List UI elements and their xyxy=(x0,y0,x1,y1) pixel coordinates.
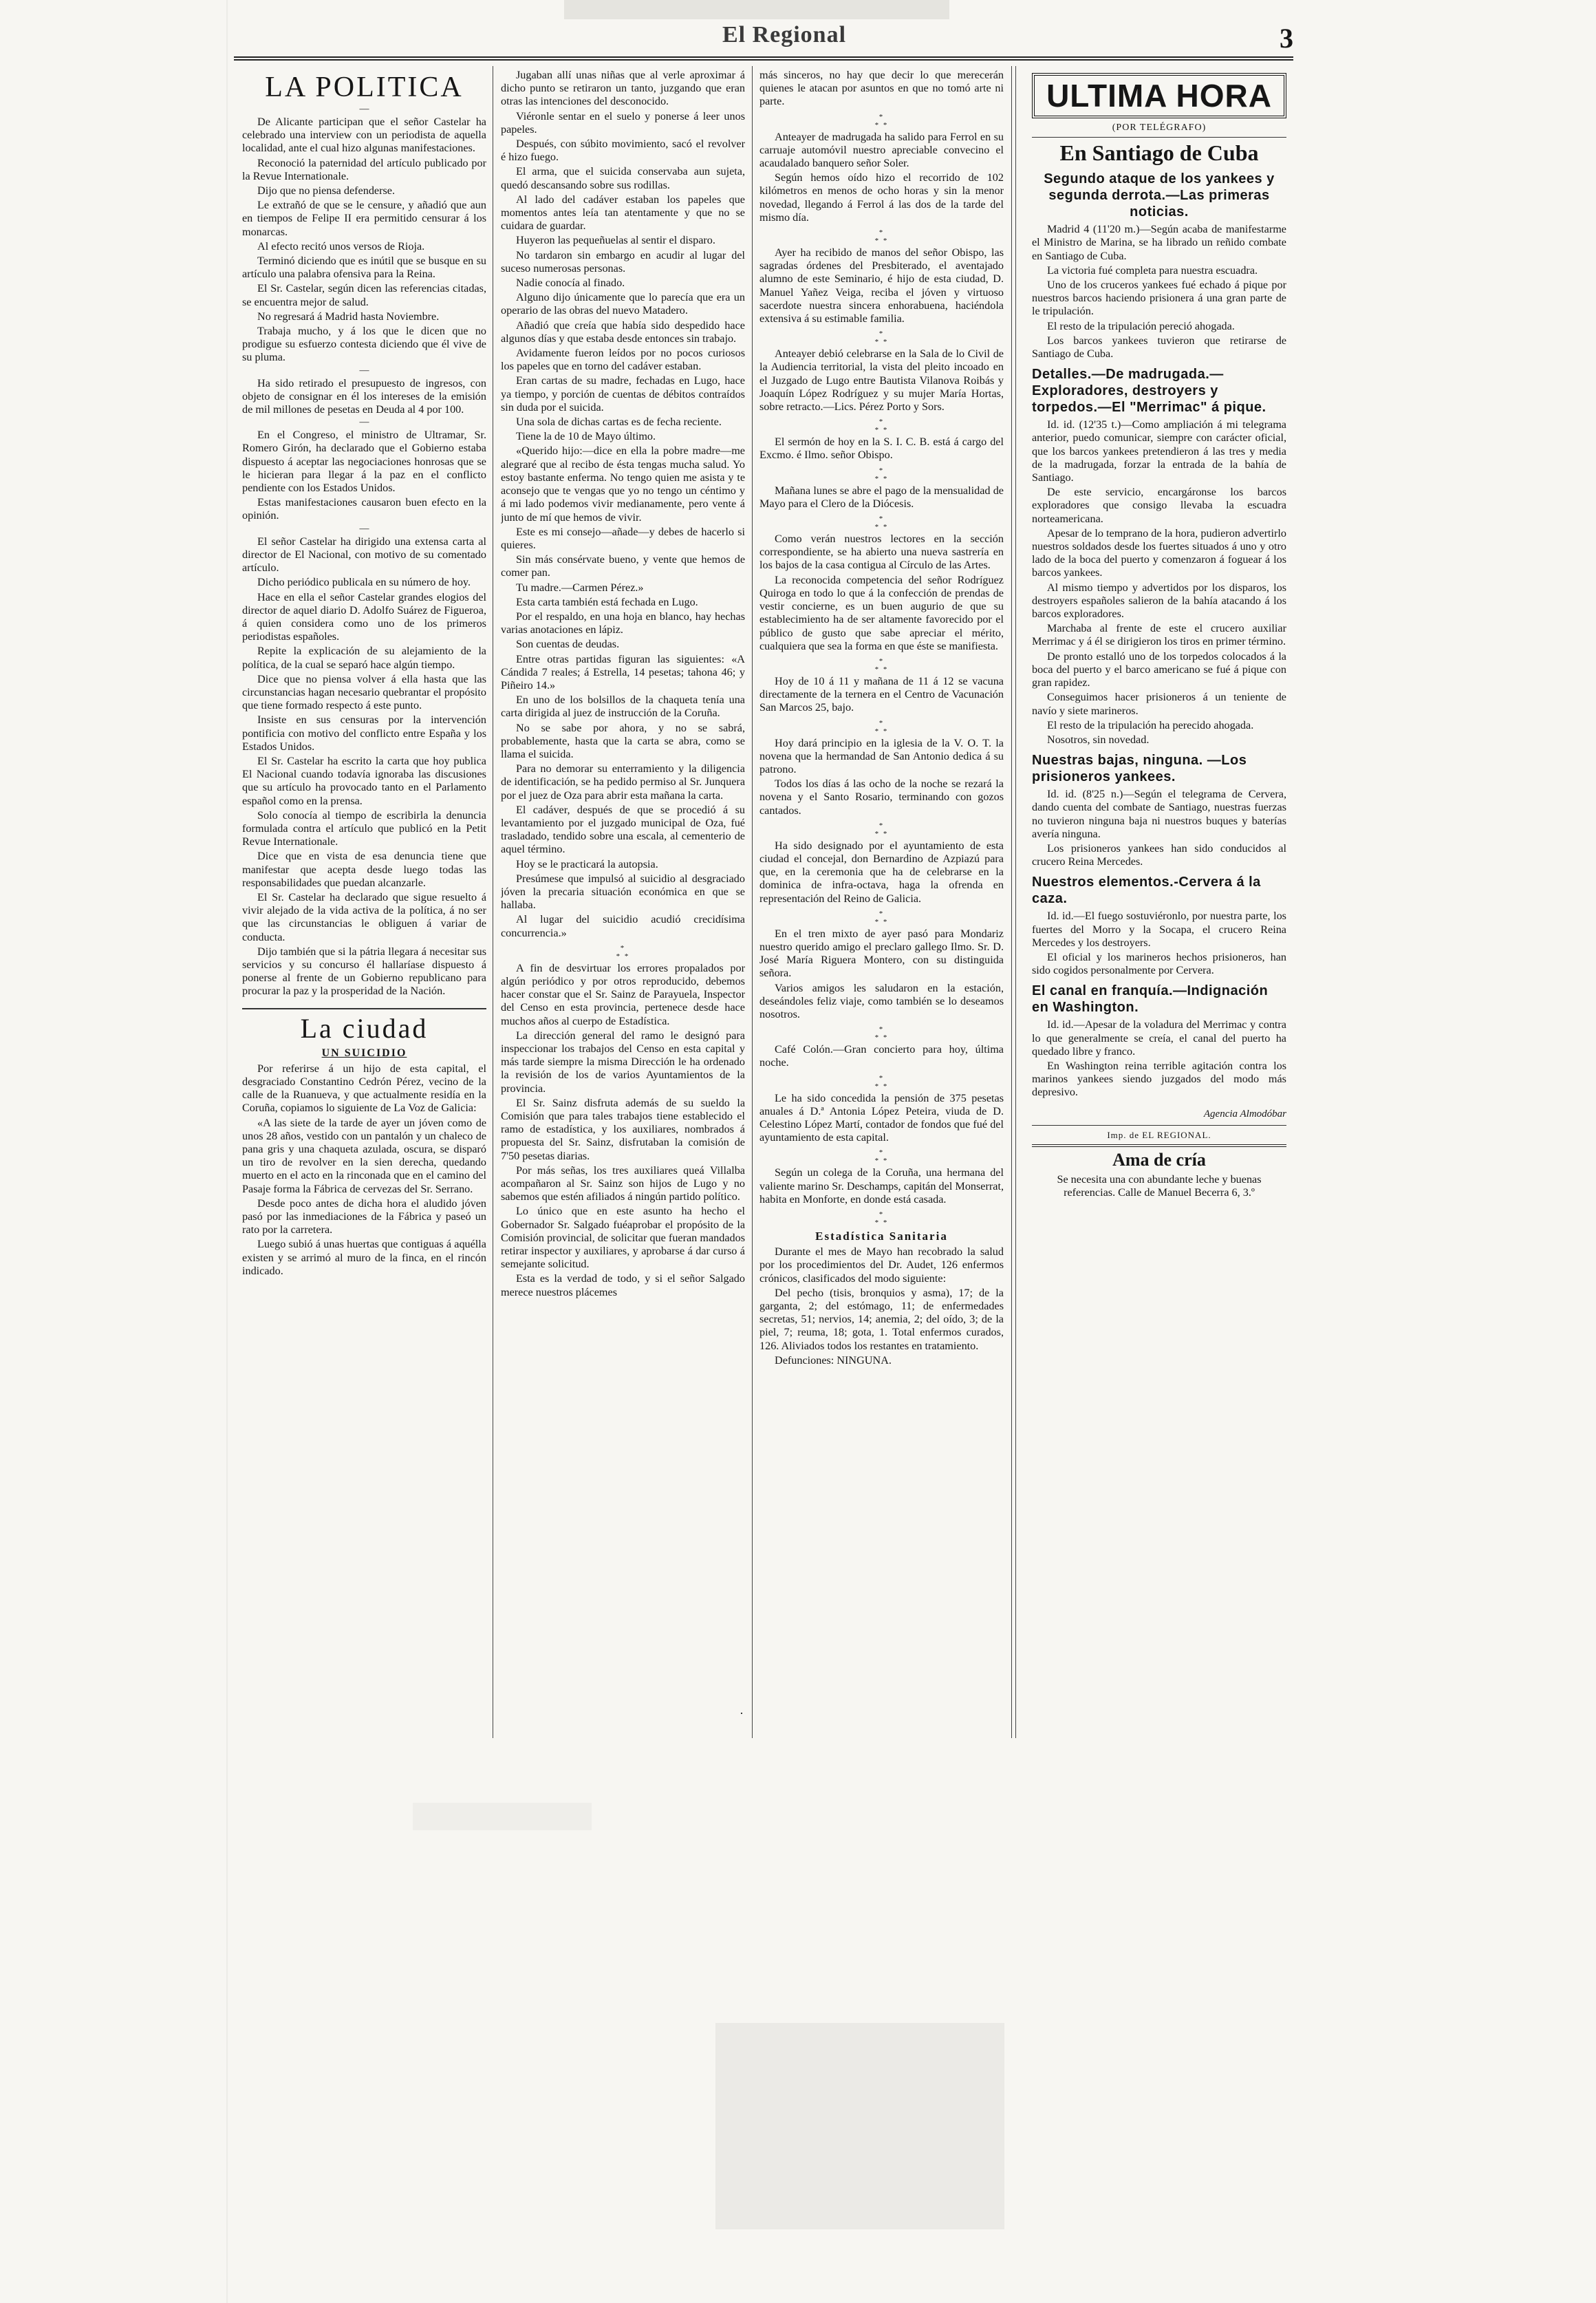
politica-paragraph: No regresará á Madrid hasta Noviembre. xyxy=(257,310,440,323)
suicidio-paragraph: Nadie conocía al finado. xyxy=(516,277,625,290)
suicidio-paragraph: «Querido hijo:—dice en ella la pobre madre—me alegraré que al recibo de ésta tengas mucha salud. Yo estoy bastante enferma. No tengo quien me asista y te aconsejo que te vengas que yo no tengo un céntimo y á mi lado podemos vivir medianamente, pero vente á junto de mí que hemos de vivir. xyxy=(501,444,745,524)
asterism-divider: * * * xyxy=(874,821,889,838)
news-paragraph: Todos los días á las ocho de la noche se rezará la novena y el Santo Rosario, terminando con gozos cantados. xyxy=(759,778,1004,817)
asterism-divider: * * * xyxy=(874,515,889,532)
asterism-divider: * * * xyxy=(874,1073,889,1091)
suicidio-paragraph: Jugaban allí unas niñas que al verle aproximar á dicho punto se retiraron un tanto, juzgando que eran otras las intenciones del desconocido. xyxy=(501,69,745,108)
suicidio-paragraph: Entre otras partidas figuran las siguientes: «A Cándida 7 reales; á Estrella, 14 pesetas; tahona 46; y Piñeiro 14.» xyxy=(501,652,745,692)
subhead-suicidio: UN SUICIDIO xyxy=(321,1047,407,1059)
politica-paragraph: Repite la explicación de su alejamiento de la política, de la cual se separó hace algún tiempo. xyxy=(242,645,486,671)
politica-paragraph: Terminó diciendo que es inútil que se busque en su artículo una palabra ofensiva para la Reina. xyxy=(242,255,486,281)
politica-paragraph: En el Congreso, el ministro de Ultramar, Sr. Romero Girón, ha declarado que el Gobierno estaba dispuesto á aceptar las negociaciones honrosas que se le hicieran para llegar á la paz en el conflicto pendiente con los Estados Unidos. xyxy=(242,429,486,495)
telegram-paragraph: Conseguimos hacer prisioneros á un teniente de navío y siete marineros. xyxy=(1032,691,1286,717)
politica-paragraph: Al efecto recitó unos versos de Rioja. xyxy=(257,239,425,253)
section-title-politica: LA POLITICA xyxy=(265,72,464,103)
censo-paragraph: Por más señas, los tres auxiliares queá Villalba acompañaron al Sr. Sainz son hijos de Lugo y no sabemos que estén afiliados á ningún partido político. xyxy=(501,1164,745,1203)
suicidio-paragraph: Por el respaldo, en una hoja en blanco, hay hechas varias anotaciones en lápiz. xyxy=(501,610,745,636)
politica-paragraph: Trabaja mucho, y á los que le dicen que no prodigue su esfuerzo contesta diciendo que él vive de su pluma. xyxy=(242,325,486,364)
asterism-divider: * * * xyxy=(874,228,889,246)
politica-paragraph: Dijo que no piensa defenderse. xyxy=(257,184,396,197)
politica-paragraph: Dice que en vista de esa denuncia tiene que manifestar que acepta desde luego todas las responsabilidades que puedan alcanzarle. xyxy=(242,850,486,889)
telegram-paragraph: Apesar de lo temprano de la hora, pudieron advertirlo nuestros soldados desde los fuertes situados á uno y otro lado de la boca del puerto y comenzaron á foguear á los barcos yankees. xyxy=(1032,526,1286,579)
politica-paragraph: Reconoció la paternidad del artículo publicado por la Revue Internationale. xyxy=(242,156,486,182)
telegram-paragraph: El resto de la tripulación ha perecido ahogada. xyxy=(1047,718,1254,731)
news-paragraph: Anteayer de madrugada ha salido para Ferrol en su carruaje automóvil nuestro apreciable convecino el acaudalado banquero señor Soler. xyxy=(759,130,1004,170)
asterism-divider: * * * xyxy=(874,330,889,347)
estadistica-paragraph: Defunciones: NINGUNA. xyxy=(775,1353,892,1367)
censo-paragraph: Esta es la verdad de todo, y si el señor Salgado merece nuestros plácemes xyxy=(501,1272,745,1298)
suicidio-paragraph: Para no demorar su enterramiento y la diligencia de identificación, se ha pedido permiso al Sr. Junquera por el juez de Oza para abrir esta mañana la carta. xyxy=(501,762,745,802)
headline: Nuestras bajas, ninguna. —Los prisioneros yankees. xyxy=(1032,753,1247,785)
headline: Detalles.—De madrugada.—Exploradores, destroyers y torpedos.—El "Merrimac" á pique. xyxy=(1032,367,1266,416)
censo-paragraph: El Sr. Sainz disfruta además de su sueldo la Comisión que para tales trabajos tiene establecido el ramo de estadística, y los auxiliares, nombrados á propuesta del Sr. Sainz, disfrutaban la comisión de 7'50 pesetas diarias. xyxy=(501,1096,745,1162)
suicidio-paragraph: Sin más consérvate bueno, y vente que hemos de comer pan. xyxy=(501,553,745,579)
politica-paragraph: Dice que no piensa volver á ella hasta que las circunstancias hagan necesario quebrantar el propósito que tiene formado respecto á este punto. xyxy=(242,672,486,712)
asterism-divider: * * * xyxy=(874,112,889,129)
telegram-paragraph: El resto de la tripulación pereció ahogada. xyxy=(1047,319,1235,332)
suicidio-paragraph: Al lado del cadáver estaban los papeles que momentos antes leía tan atentamente y que no se cuidara de guardar. xyxy=(501,193,745,233)
politica-paragraph: Hace en ella el señor Castelar grandes elogios del director de aquel diario D. Adolfo Suárez de Figueroa, á quien considera como uno de los primeros periodistas españoles. xyxy=(242,590,486,643)
telegram-paragraph: De este servicio, encargáronse los barcos exploradores que consigo llevaba la escuadra norteamericana. xyxy=(1032,486,1286,525)
column-2 xyxy=(501,69,745,1734)
column-rule xyxy=(1011,66,1012,1738)
suicidio-paragraph: Tu madre.—Carmen Pérez.» xyxy=(516,581,644,594)
double-rule xyxy=(1032,1144,1286,1147)
classified-text: Se necesita una con abundante leche y buenas referencias. Calle de Manuel Becerra 6, 3.º xyxy=(1057,1172,1262,1199)
telegram-paragraph: Id. id. (8'25 n.)—Según el telegrama de Cervera, dando cuenta del combate de Santiago, nuestras fuerzas no tuvieron ninguna baja ni nuestros buques y baterías avería ninguna. xyxy=(1032,788,1286,840)
asterism-divider: * * * xyxy=(874,656,889,674)
headline: Nuestros elementos.-Cervera á la caza. xyxy=(1032,875,1261,907)
telegram-paragraph: Id. id.—Apesar de la voladura del Merrimac y contra lo que generalmente se creía, el canal del puerto ha quedado libre y franco. xyxy=(1032,1018,1286,1058)
asterism-divider: * * * xyxy=(874,1148,889,1166)
suicidio-paragraph: No se sabe por ahora, y no se sabrá, probablemente, hasta que la carta se abra, como se llama el suicida. xyxy=(501,721,745,760)
telegram-paragraph: De pronto estalló uno de los torpedos colocados á la boca del puerto y el barco americano se fué á pique con gran rapidez. xyxy=(1032,650,1286,689)
headline-santiago: En Santiago de Cuba xyxy=(1059,140,1259,166)
censo-paragraph: Lo único que en este asunto ha hecho el Gobernador Sr. Salgado fuéaprobar el propósito de la Comisión provincial, de solicitar que fueran mandados retirar inspector y auxiliares, y aprobarse á dar curso á semejante solicitud. xyxy=(501,1205,745,1271)
top-rule xyxy=(234,56,1293,61)
imprenta-line: Imp. de EL REGIONAL. xyxy=(1107,1129,1211,1140)
suicidio-paragraph: Luego subió á unas huertas que contiguas á aquélla existen y se arrimó al muro de la finca, en el rincón indicado. xyxy=(242,1238,486,1277)
suicidio-paragraph: Presúmese que impulsó al suicidio al desgraciado jóven la precaria situación económica en que se hallaba. xyxy=(501,872,745,912)
news-paragraph: Café Colón.—Gran concierto para hoy, última noche. xyxy=(759,1043,1004,1069)
footer-mark: · xyxy=(740,1706,744,1720)
section-rule xyxy=(242,1008,486,1009)
suicidio-paragraph: Desde poco antes de dicha hora el aludido jóven pasó por las inmediaciones de la Fábrica y paseó un rato por la carretera. xyxy=(242,1197,486,1236)
ultima-hora-banner: ULTIMA HORA xyxy=(1032,73,1286,118)
politica-paragraph: Ha sido retirado el presupuesto de ingresos, con objeto de consignar en él los intereses de la emisión de mil millones de pesetas en Deuda al 4 por 100. xyxy=(242,376,486,416)
suicidio-paragraph: No tardaron sin embargo en acudir al lugar del suceso numerosas personas. xyxy=(501,248,745,275)
asterism-divider: * * * xyxy=(874,418,889,435)
telegram-paragraph: Marchaba al frente de este el crucero auxiliar Merrimac y á él se dirigieron los tiros en primer término. xyxy=(1032,622,1286,648)
telegram-paragraph: El oficial y los marineros hechos prisioneros, han sido cogidos personalmente por Cervera. xyxy=(1032,950,1286,977)
news-paragraph: Mañana lunes se abre el pago de la mensualidad de Mayo para el Clero de la Diócesis. xyxy=(759,484,1004,510)
dash-divider: — xyxy=(359,104,369,114)
telegram-paragraph: En Washington reina terrible agitación contra los marinos yankees siendo juzgados del modo más depresivo. xyxy=(1032,1059,1286,1099)
censo-paragraph: A fin de desvirtuar los errores propalados por algún periódico y por otros reproducido, debemos hacer constar que el Sr. Sainz de Parayuela, Inspector del Censo en esta provincia, pertenece desde hace muchos años al cuerpo de Estadística. xyxy=(501,961,745,1027)
asterism-divider: * * * xyxy=(874,466,889,483)
politica-paragraph: Dijo también que si la pátria llegara á necesitar sus servicios y su concurso él hallaríase dispuesto á ponerse al frente de un Gobierno republicano para procurar la paz y la prosperidad de la Nación. xyxy=(242,945,486,998)
suicidio-paragraph: Avidamente fueron leídos por no pocos curiosos los papeles que en torno del cadáver estaban. xyxy=(501,347,745,373)
suicidio-paragraph: Eran cartas de su madre, fechadas en Lugo, hace ya tiempo, y porción de cuentas de débitos contraídos sin duda por el suicida. xyxy=(501,374,745,414)
telegram-paragraph: Los prisioneros yankees han sido conducidos al crucero Reina Mercedes. xyxy=(1032,842,1286,868)
column-4 xyxy=(1032,69,1286,1734)
suicidio-paragraph: Alguno dijo únicamente que lo parecía que era un operario de las obras del nuevo Matadero. xyxy=(501,291,745,317)
news-paragraph: El sermón de hoy en la S. I. C. B. está á cargo del Excmo. é Ilmo. señor Obispo. xyxy=(759,436,1004,462)
suicidio-paragraph: Por referirse á un hijo de esta capital, el desgraciado Constantino Cedrón Pérez, vecino de la calle de la Ruanueva, y que actualmente residía en la Coruña, copiamos lo siguiente de La Voz de Galicia: xyxy=(242,1062,486,1115)
asterism-divider: * * * xyxy=(874,909,889,926)
suicidio-paragraph: Son cuentas de deudas. xyxy=(516,638,620,651)
suicidio-paragraph: Una sola de dichas cartas es de fecha reciente. xyxy=(516,416,722,429)
column-3 xyxy=(759,69,1004,1734)
asterism-divider: * * * xyxy=(874,718,889,736)
column-rule xyxy=(1015,66,1016,1738)
news-paragraph: En el tren mixto de ayer pasó para Mondariz nuestro querido amigo el preclaro gallego Ilmo. Sr. D. José María Riguera Montero, con su distinguida señora. xyxy=(759,927,1004,980)
suicidio-paragraph: Huyeron las pequeñuelas al sentir el disparo. xyxy=(516,234,715,247)
news-paragraph: Hoy dará principio en la iglesia de la V. O. T. la novena que la hermandad de San Antonio dedica á su patrono. xyxy=(759,736,1004,775)
suicidio-paragraph: Este es mi consejo—añade—y debes de hacerlo si quieres. xyxy=(501,525,745,551)
telegram-paragraph: La victoria fué completa para nuestra escuadra. xyxy=(1047,264,1258,277)
news-paragraph: Anteayer debió celebrarse en la Sala de lo Civil de la Audiencia territorial, la vista del pleito incoado en el Juzgado de Lugo entre Bautista Vilanova Roibás y Joaquín López Rodríguez y su mujer María Hortas, sobre retracto.—Lics. Pérez Porto y Sors. xyxy=(759,347,1004,414)
politica-paragraph: El señor Castelar ha dirigido una extensa carta al director de El Nacional, con motivo de su comentado artículo. xyxy=(242,535,486,575)
suicidio-paragraph: Esta carta también está fechada en Lugo. xyxy=(516,595,698,608)
suicidio-paragraph: El cadáver, después de que se procedió á su levantamiento por el juzgado municipal de Oza, fué trasladado, tendido sobre una escala, al cementerio de aquel término. xyxy=(501,803,745,856)
suicidio-paragraph: Tiene la de 10 de Mayo último. xyxy=(516,430,656,443)
news-paragraph: Como verán nuestros lectores en la sección correspondiente, se ha abierto una nueva sastrería en los bajos de la casa contigua al Círculo de las Artes. xyxy=(759,533,1004,572)
politica-paragraph: Insiste en sus censuras por la intervención pontificia con motivo del conflicto entre España y los Estados Unidos. xyxy=(242,714,486,753)
dash-divider: — xyxy=(359,417,369,428)
telegram-paragraph: Uno de los cruceros yankees fué echado á pique por nuestros barcos haciendo prisionera á una gran parte de le tripulación. xyxy=(1032,279,1286,318)
news-paragraph: Hoy de 10 á 11 y mañana de 11 á 12 se vacuna directamente de la ternera en el Centro de Vacunación San Marcos 25, bajo. xyxy=(759,674,1004,714)
column-rule xyxy=(752,66,753,1738)
thin-rule xyxy=(1032,137,1286,138)
column-1 xyxy=(242,69,486,1734)
page-number: 3 xyxy=(1280,23,1293,54)
thin-rule xyxy=(1032,1125,1286,1126)
politica-paragraph: El Sr. Castelar ha escrito la carta que hoy publica El Nacional cuando todavía ignoraba las discusiones que su artículo ha provocado tanto en el Parlamento español como en la prensa. xyxy=(242,754,486,807)
politica-paragraph: El Sr. Castelar ha declarado que sigue resuelto á vivir alejado de la vida activa de la política, á no ser que las circunstancias le obliguen á variar de conducta. xyxy=(242,890,486,943)
dash-divider: — xyxy=(359,523,369,534)
news-paragraph: La reconocida competencia del señor Rodríguez Quiroga en todo lo que á la confección de prendas de vestir concierne, es un buen augurio de que su establecimiento ha de ser altamente favorecido por el público de gusto que sabe apreciar el mérito, cualquiera que sea la forma en que éste se manifiesta. xyxy=(759,573,1004,652)
news-paragraph: Según un colega de la Coruña, una hermana del valiente marino Sr. Deschamps, capitán del Monserrat, habita en Monforte, en donde está casada. xyxy=(759,1166,1004,1206)
estadistica-paragraph: Durante el mes de Mayo han recobrado la salud por los procedimientos del Dr. Audet, 126 enfermos crónicos, clasificados del modo siguiente: xyxy=(759,1245,1004,1285)
news-paragraph: más sinceros, no hay que decir lo que merecerán quienes le atacan por asuntos en que no tomó arte ni parte. xyxy=(759,69,1004,108)
politica-paragraph: Dicho periódico publicala en su número de hoy. xyxy=(257,576,471,589)
politica-paragraph: Solo conocía al tiempo de escribirla la denuncia formulada contra el artículo que publicó en la Petit Revue Internationale. xyxy=(242,808,486,848)
suicidio-paragraph: «A las siete de la tarde de ayer un jóven como de unos 28 años, vestido con un pantalón y un chaleco de pana gris y una chaqueta azulada, oscura, se disparó un tiro de revolver en la sien derecha, quedando muerto en el acto en la rinconada que en el camino del Pasaje forma la Fábrica de cervezas del Sr. Serrano. xyxy=(242,1116,486,1195)
telegram-paragraph: Al mismo tiempo y advertidos por los disparos, los destroyers españoles salieron de la bahía atacando á los barcos exploradores. xyxy=(1032,581,1286,621)
suicidio-paragraph: Después, con súbito movimiento, sacó el revolver é hizo fuego. xyxy=(501,138,745,164)
telegram-paragraph: Id. id.—El fuego sostuviéronlo, por nuestra parte, los fuertes del Morro y la Socapa, el crucero Reina Mercedes y los destroyers. xyxy=(1032,910,1286,949)
politica-paragraph: El Sr. Castelar, según dicen las referencias citadas, se encuentra mejor de salud. xyxy=(242,282,486,308)
telegram-paragraph: Madrid 4 (11'20 m.)—Según acaba de manifestarme el Ministro de Marina, se ha librado un reñido combate en Santiago de Cuba. xyxy=(1032,223,1286,262)
suicidio-paragraph: Viéronle sentar en el suelo y ponerse á leer unos papeles. xyxy=(501,109,745,136)
asterism-divider: * * * xyxy=(874,1210,889,1227)
headline: Segundo ataque de los yankees y segunda derrota.—Las primeras noticias. xyxy=(1044,171,1275,220)
estadistica-paragraph: Del pecho (tisis, bronquios y asma), 17; de la garganta, 2; del estómago, 11; de enfermedades secretas, 51; nervios, 14; anemia, 2; del oído, 3; de la piel, 7; reuma, 18; gota, 1. Total enfermos curados, 126. Aliviados todos los restantes en tratamiento. xyxy=(759,1286,1004,1352)
news-paragraph: Según hemos oído hizo el recorrido de 102 kilómetros en menos de ocho horas y sin la menor novedad, llegando á Ferrol á las dos de la tarde del mismo día. xyxy=(759,171,1004,224)
masthead-title: El Regional xyxy=(722,22,847,47)
subhead-estadistica: Estadística Sanitaria xyxy=(815,1230,948,1243)
suicidio-paragraph: En uno de los bolsillos de la chaqueta tenía una carta dirigida al juez de instrucción de la Coruña. xyxy=(501,694,745,720)
asterism-divider: * * * xyxy=(874,1025,889,1042)
dash-divider: — xyxy=(359,365,369,376)
news-paragraph: Ayer ha recibido de manos del señor Obispo, las sagradas órdenes del Presbiterado, el aventajado alumno de este Seminario, é hijo de esta ciudad, D. Manuel Yañez Veiga, reciba el jóven y virtuoso sacerdote nuestra sincera enhorabuena, haciéndola extensiva á su estimable familia. xyxy=(759,246,1004,325)
suicidio-paragraph: El arma, que el suicida conservaba aun sujeta, quedó descansando sobre sus rodillas. xyxy=(501,165,745,191)
news-paragraph: Le ha sido concedida la pensión de 375 pesetas anuales á D.ª Antonia López Peteira, viuda de D. Celestino López Martí, contador de fondos que fué del ayuntamiento de esta capital. xyxy=(759,1091,1004,1144)
telegrafo-label: (POR TELÉGRAFO) xyxy=(1112,122,1207,133)
news-paragraph: Ha sido designado por el ayuntamiento de esta ciudad el concejal, don Bernardino de Azpiazú para que, en la ceremonia que ha de celebrarse en la dominica de infra-octava, haga la ofrenda en representación del Reino de Galicia. xyxy=(759,839,1004,905)
news-paragraph: Varios amigos les saludaron en la estación, deseándoles feliz viaje, como también se lo deseamos nosotros. xyxy=(759,981,1004,1020)
politica-paragraph: De Alicante participan que el señor Castelar ha celebrado una interview con un periodista de aquella localidad, ante el cual hizo algunas manifestaciones. xyxy=(242,116,486,155)
asterism-divider: * * * xyxy=(616,943,630,961)
telegram-paragraph: Nosotros, sin novedad. xyxy=(1047,733,1150,746)
suicidio-paragraph: Añadió que creía que había sido despedido hace algunos días y que estaba desde entonces sin trabajo. xyxy=(501,319,745,345)
masthead xyxy=(234,22,1293,55)
classified-title: Ama de cría xyxy=(1112,1149,1206,1170)
suicidio-paragraph: Hoy se le practicará la autopsia. xyxy=(516,857,658,870)
politica-paragraph: Estas manifestaciones causaron buen efecto en la opinión. xyxy=(242,496,486,522)
telegram-paragraph: Los barcos yankees tuvieron que retirarse de Santiago de Cuba. xyxy=(1032,334,1286,361)
telegram-paragraph: Id. id. (12'35 t.)—Como ampliación á mi telegrama anterior, puedo comunicar, siempre con carácter oficial, que los barcos yankees pretendieron á las tres y media de la madrugada, forzar la entrada de la bahía de Santiago. xyxy=(1032,418,1286,484)
headline: El canal en franquía.—Indignación en Washington. xyxy=(1032,983,1269,1016)
section-title-ciudad: La ciudad xyxy=(300,1012,429,1044)
politica-paragraph: Le extrañó de que se le censure, y añadió que aun en tiempos de Felipe II era permitido censurar á los monarcas. xyxy=(242,199,486,238)
suicidio-paragraph: Al lugar del suicidio acudió crecidísima concurrencia.» xyxy=(501,913,745,939)
censo-paragraph: La dirección general del ramo le designó para inspeccionar los trabajos del Censo en esta capital y más tarde siempre la misma Dirección le ha ordenado la revisión de los de varios Ayuntamientos de la provincia. xyxy=(501,1029,745,1095)
agency-signature: Agencia Almodóbar xyxy=(1203,1108,1286,1120)
